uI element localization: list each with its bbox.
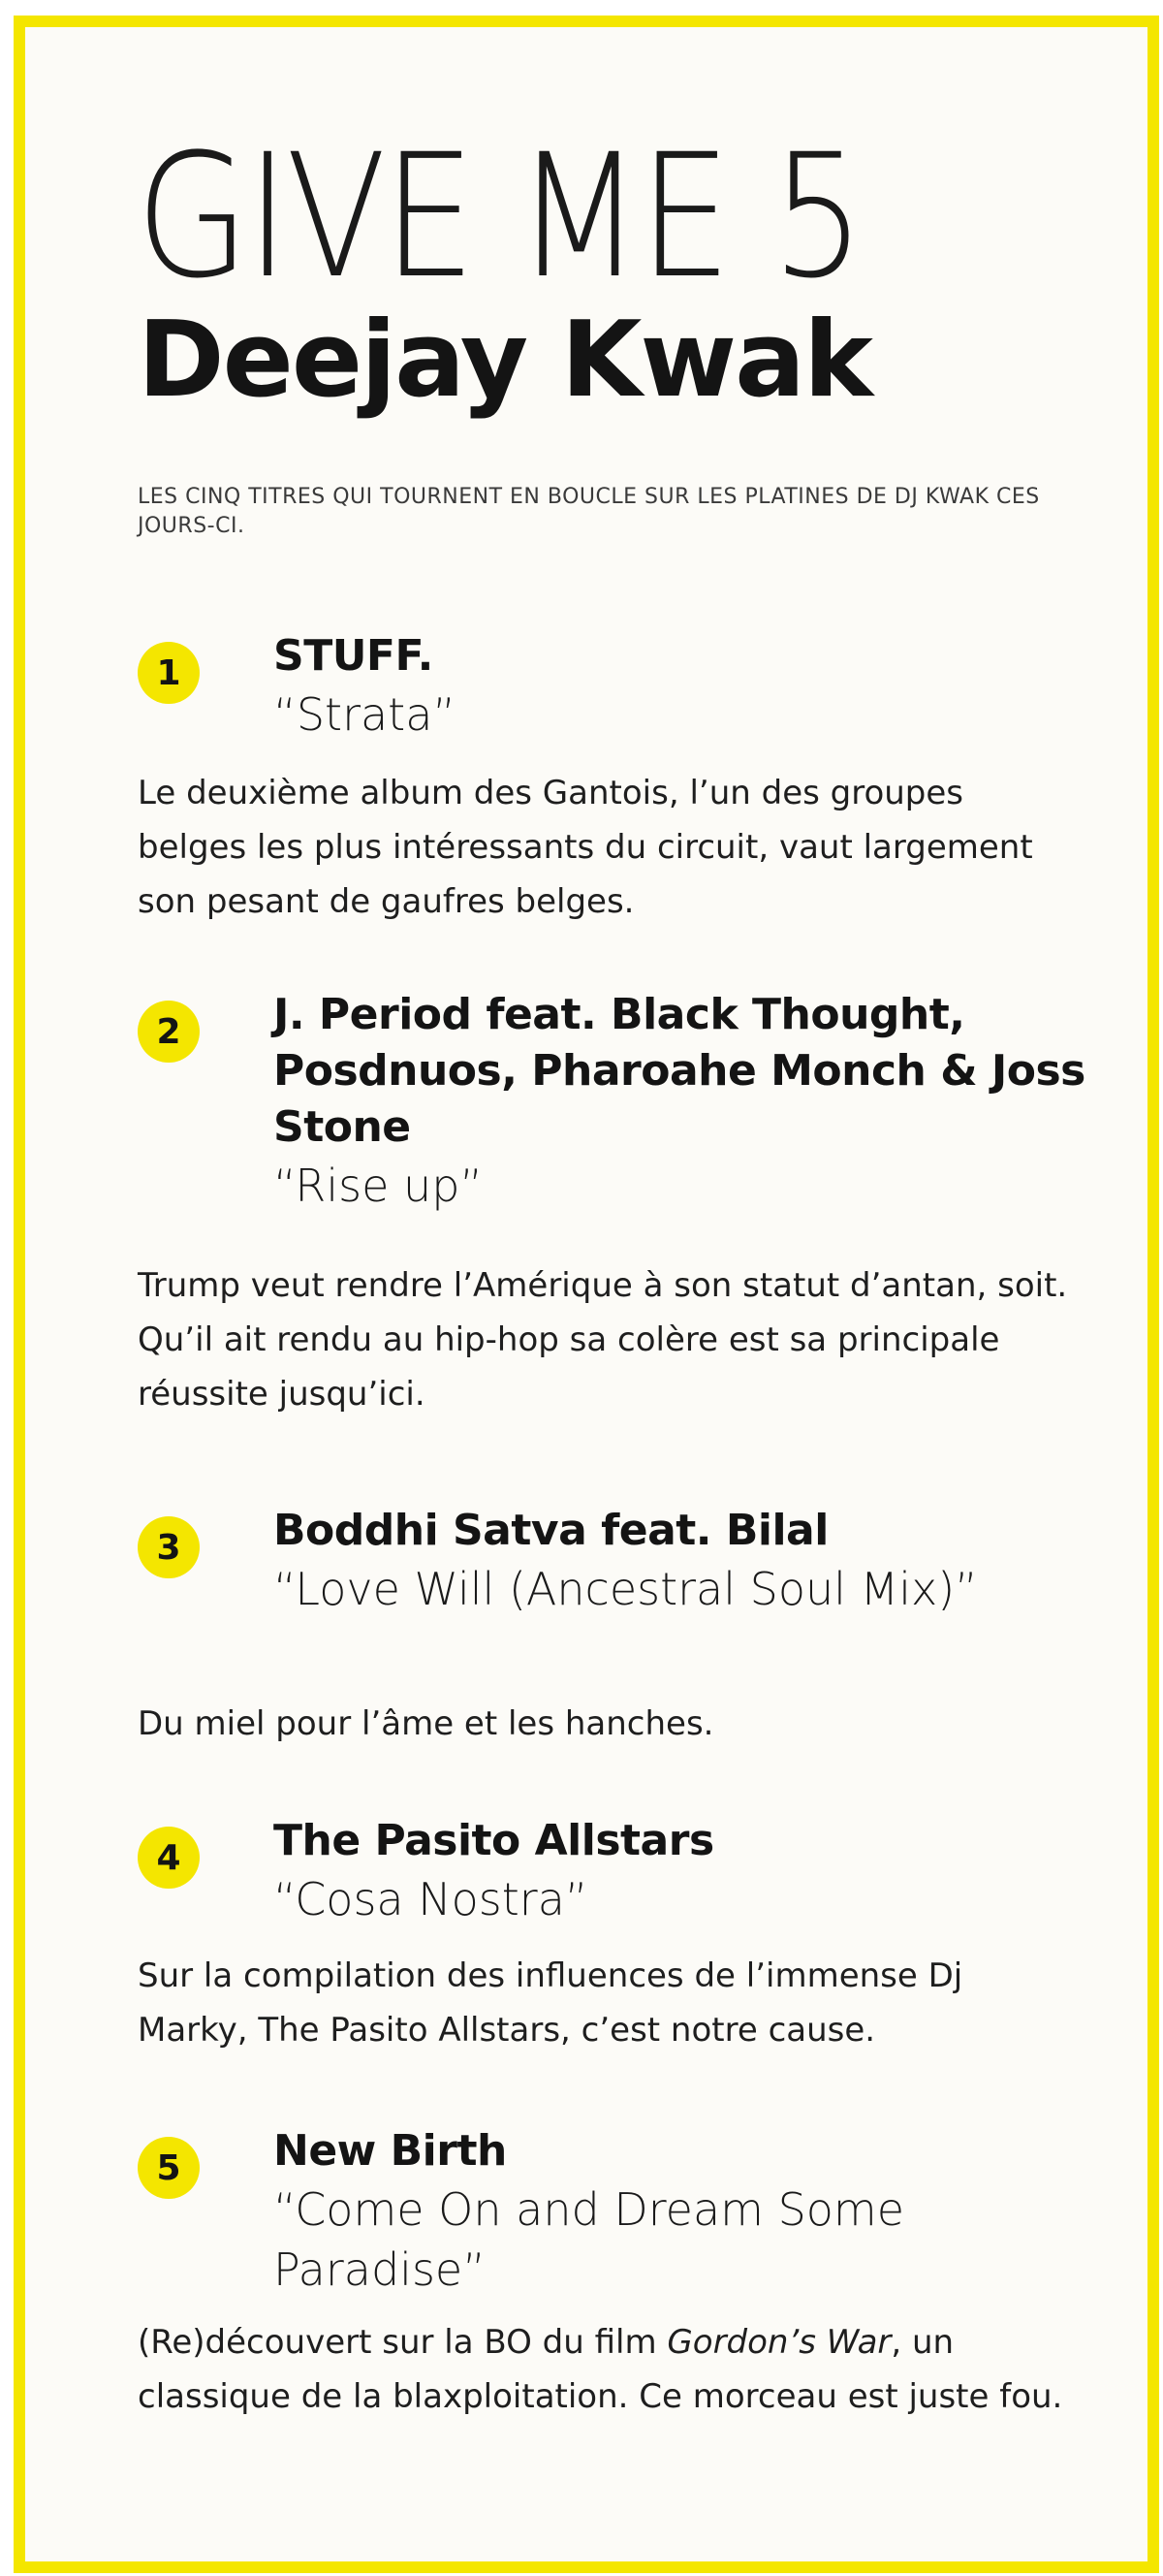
number-badge-5: 5: [138, 2137, 200, 2199]
number-badge-4: 4: [138, 1827, 200, 1889]
yellow-frame: [14, 16, 1159, 2573]
entry-artist-5: New Birth: [273, 2126, 507, 2176]
number-badge-1: 1: [138, 642, 200, 704]
number-badge-3: 3: [138, 1516, 200, 1578]
artist-name: Deejay Kwak: [138, 300, 871, 421]
entry-title-5: “Come On and Dream Some Paradise”: [273, 2183, 905, 2296]
entry-artist-2: J. Period feat. Black Thought, Posdnuos, Pharoahe Monch & Joss Stone: [273, 990, 1085, 1152]
entry-title-4: “Cosa Nostra”: [273, 1873, 588, 1925]
entry-description-2: Trump veut rendre l’Amérique à son statut d’antan, soit. Qu’il ait rendu au hip-hop sa colère est sa principale réussite jusqu’ici.: [138, 1266, 1068, 1414]
entry-title-3: “Love Will (Ancestral Soul Mix)”: [273, 1563, 978, 1615]
article-content: [25, 27, 1147, 2561]
entry-description-3: Du miel pour l’âme et les hanches.: [138, 1704, 714, 1743]
film-title: Gordon’s War: [667, 2323, 892, 2362]
number-badge-2: 2: [138, 1001, 200, 1063]
description-5-end: , un classique de la blaxploitation. Ce morceau est juste fou.: [138, 2323, 1063, 2416]
entry-artist-4: The Pasito Allstars: [273, 1816, 714, 1865]
entry-title-1: “Strata”: [273, 688, 456, 741]
intro-text: LES CINQ TITRES QUI TOURNENT EN BOUCLE SUR LES PLATINES DE DJ KWAK CES JOURS-CI.: [138, 485, 1040, 538]
entry-description-5: [138, 2315, 1068, 2424]
entry-description-1: Le deuxième album des Gantois, l’un des groupes belges les plus intéressants du circuit, vaut largement son pesant de gaufres belges.: [138, 774, 1033, 921]
headline: GIVE ME 5: [136, 117, 862, 316]
entry-artist-3: Boddhi Satva feat. Bilal: [273, 1506, 829, 1555]
entry-title-2: “Rise up”: [273, 1160, 484, 1212]
description-5-start: (Re)découvert sur la BO du film: [138, 2323, 668, 2362]
entry-artist-1: STUFF.: [273, 631, 433, 681]
entry-description-4: Sur la compilation des influences de l’immense Dj Marky, The Pasito Allstars, c’est notre cause.: [138, 1956, 963, 2050]
